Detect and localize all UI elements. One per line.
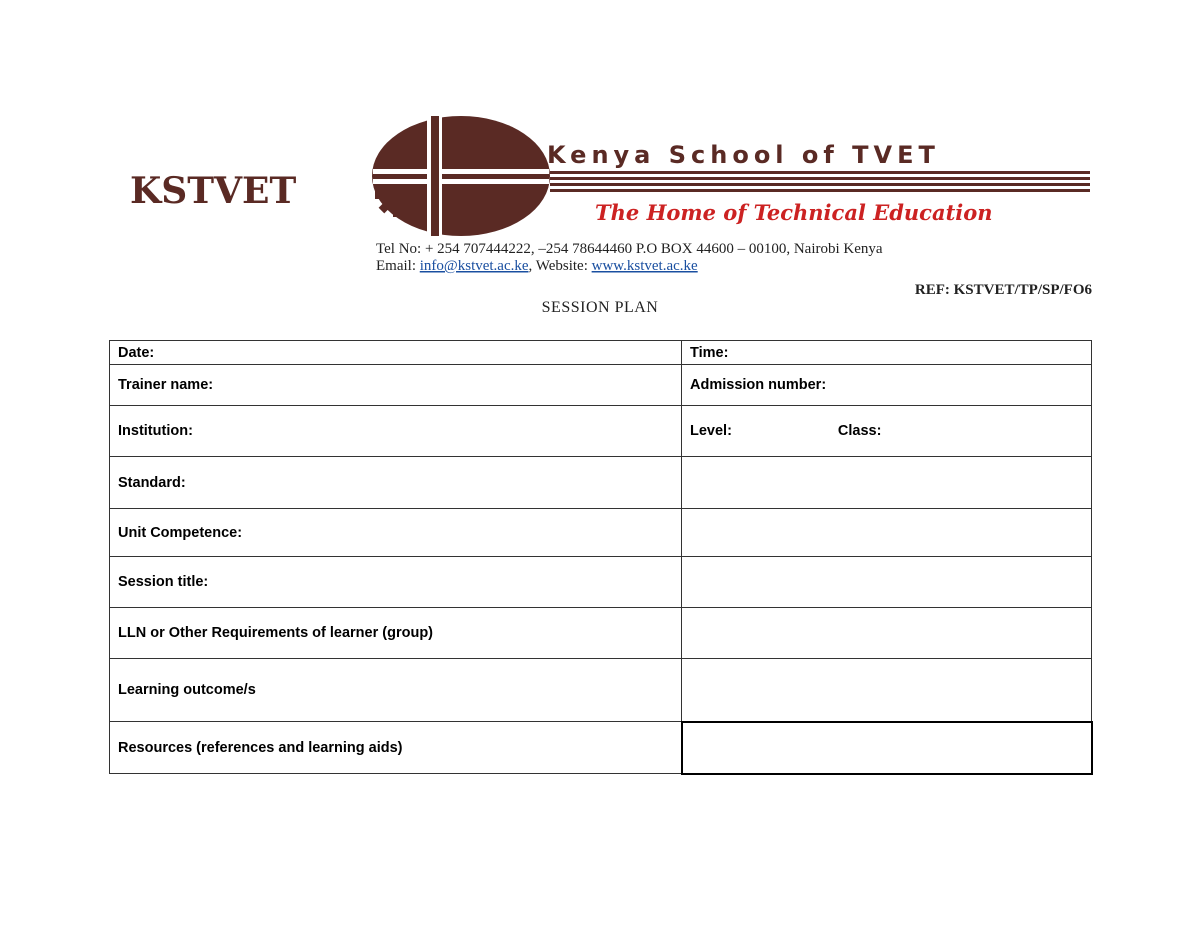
admission-number-field[interactable]: Admission number: <box>682 365 1092 406</box>
date-field[interactable]: Date: <box>110 341 682 365</box>
table-row <box>110 406 1092 457</box>
standard-value-cell[interactable] <box>682 457 1092 509</box>
trainer-name-field[interactable]: Trainer name: <box>110 365 682 406</box>
email-line: Email: info@kstvet.ac.ke, Website: www.kstvet.ac.ke <box>376 258 698 274</box>
tagline: The Home of Technical Education <box>595 200 993 225</box>
emblem-icon <box>372 116 550 236</box>
header-stripes <box>550 171 1090 192</box>
lln-value-cell[interactable] <box>682 608 1092 659</box>
time-field[interactable]: Time: <box>682 341 1092 365</box>
table-row <box>110 365 1092 406</box>
table-row <box>110 457 1092 509</box>
logo-wordmark: KSTVET <box>130 170 297 212</box>
level-class-field[interactable] <box>682 406 1092 457</box>
session-title-label-cell: Session title: <box>110 557 682 608</box>
session-plan-table <box>109 340 1093 775</box>
level-label: Level: <box>690 423 732 439</box>
page-title: SESSION PLAN <box>541 299 659 316</box>
reference-code: REF: KSTVET/TP/SP/FO6 <box>914 282 1092 298</box>
website-link: www.kstvet.ac.ke <box>591 258 698 274</box>
table-row <box>110 608 1092 659</box>
class-label: Class: <box>837 423 882 439</box>
table-row <box>110 722 1092 774</box>
kstvet-logo <box>125 113 1095 278</box>
email-link: info@kstvet.ac.ke <box>419 258 529 274</box>
table-row <box>110 659 1092 722</box>
table-row <box>110 509 1092 557</box>
resources-label-cell: Resources (references and learning aids) <box>110 722 682 774</box>
unit-competence-value-cell[interactable] <box>682 509 1092 557</box>
institution-field[interactable]: Institution: <box>110 406 682 457</box>
unit-competence-label-cell: Unit Competence: <box>110 509 682 557</box>
table-row <box>110 557 1092 608</box>
school-name: Kenya School of TVET <box>547 141 940 169</box>
lln-label-cell: LLN or Other Requirements of learner (group) <box>110 608 682 659</box>
resources-value-cell[interactable] <box>682 722 1092 774</box>
contact-line: Tel No: + 254 707444222, –254 78644460 P.O BOX 44600 – 00100, Nairobi Kenya <box>376 241 883 257</box>
learning-outcome-value-cell[interactable] <box>682 659 1092 722</box>
session-title-value-cell[interactable] <box>682 557 1092 608</box>
table-row <box>110 341 1092 365</box>
standard-label-cell: Standard: <box>110 457 682 509</box>
learning-outcome-label-cell: Learning outcome/s <box>110 659 682 722</box>
